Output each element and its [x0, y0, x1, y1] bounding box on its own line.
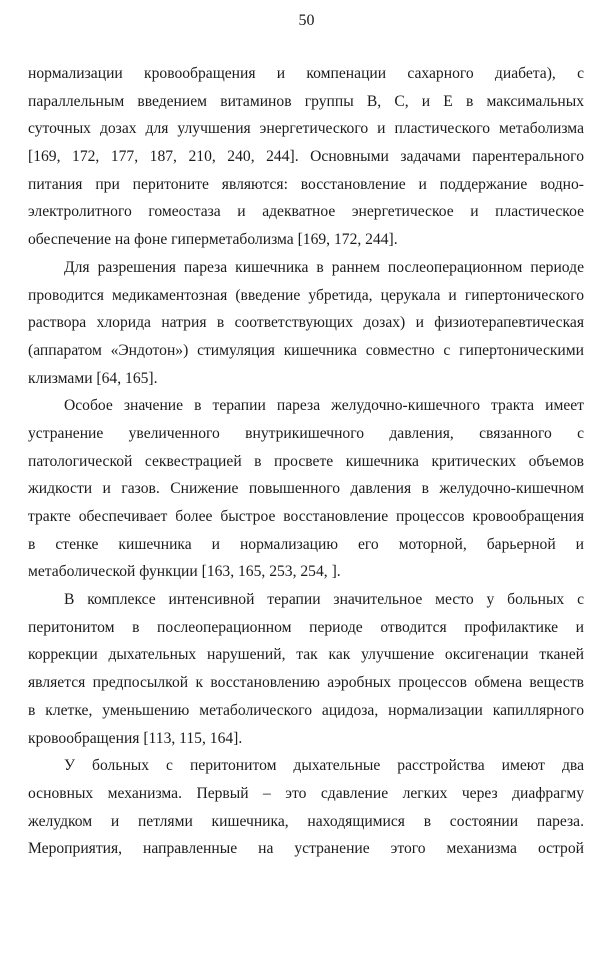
text-line: [169, 172, 177, 187, 210, 240, 244]. Основными задачами парентерального — [28, 148, 584, 166]
text-line: основных механизма. Первый – это сдавление легких через диафрагму — [28, 784, 584, 802]
text-line: В комплексе интенсивной терапии значительное место у больных с — [64, 591, 584, 609]
paragraph — [28, 254, 584, 392]
text-line: проводится медикаментозная (введение убретида, церукала и гипертонического — [28, 286, 584, 304]
text-line: кровообращения [113, 115, 164]. — [28, 729, 243, 747]
text-line: является предпосылкой к восстановлению аэробных процессов обмена веществ — [28, 674, 584, 692]
paragraph — [28, 586, 584, 752]
text-line: в клетке, уменьшению метаболического ацидоза, нормализации капиллярного — [28, 701, 584, 719]
text-line: в стенке кишечника и нормализацию его моторной, барьерной и — [28, 535, 584, 553]
text-line: нормализации кровообращения и компенации сахарного диабета), с — [28, 65, 584, 82]
text-line: раствора хлорида натрия в соответствующих дозах) и физиотерапевтическая — [28, 314, 584, 332]
text-line: Мероприятия, направленные на устранение этого механизма острой — [28, 840, 584, 858]
text-line: обеспечение на фоне гиперметаболизма [169, 172, 244]. — [28, 231, 398, 249]
body-text — [28, 60, 584, 863]
text-line: жидкости и газов. Снижение повышенного давления в желудочно-кишечном — [28, 480, 584, 498]
page-number: 50 — [298, 12, 315, 29]
text-line: устранение увеличенного внутрикишечного давления, связанного с — [28, 424, 584, 442]
text-line: питания при перитоните являются: восстановление и поддержание водно- — [28, 175, 584, 193]
text-line: Особое значение в терапии пареза желудочно-кишечного тракта имеет — [64, 397, 584, 415]
text-line: клизмами [64, 165]. — [28, 369, 158, 387]
text-line: перитонитом в послеоперационном периоде отводится профилактике и — [28, 618, 584, 636]
paragraph — [28, 752, 584, 863]
text-line: метаболической функции [163, 165, 253, 254, ]. — [28, 563, 341, 581]
text-line: тракте обеспечивает более быстрое восстановление процессов кровообращения — [28, 508, 584, 525]
paragraph — [28, 392, 584, 586]
text-line: желудком и петлями кишечника, находящимися в состоянии пареза. — [28, 812, 584, 830]
text-line: параллельным введением витаминов группы B, C, и E в максимальных — [28, 92, 584, 110]
text-line: (аппаратом «Эндотон») стимуляция кишечника совместно с гипертоническими — [28, 341, 584, 359]
paragraph — [28, 60, 584, 254]
text-line: Для разрешения пареза кишечника в раннем послеоперационном периоде — [64, 258, 584, 276]
text-line: электролитного гомеостаза и адекватное энергетическое и пластическое — [28, 203, 584, 221]
text-line: коррекции дыхательных нарушений, так как улучшение оксигенации тканей — [28, 646, 584, 664]
text-line: патологической секвестрацией в просвете кишечника критических объемов — [28, 452, 584, 470]
text-line: У больных с перитонитом дыхательные расстройства имеют два — [64, 757, 584, 775]
text-line: суточных дозах для улучшения энергетического и пластического метаболизма — [28, 120, 584, 138]
